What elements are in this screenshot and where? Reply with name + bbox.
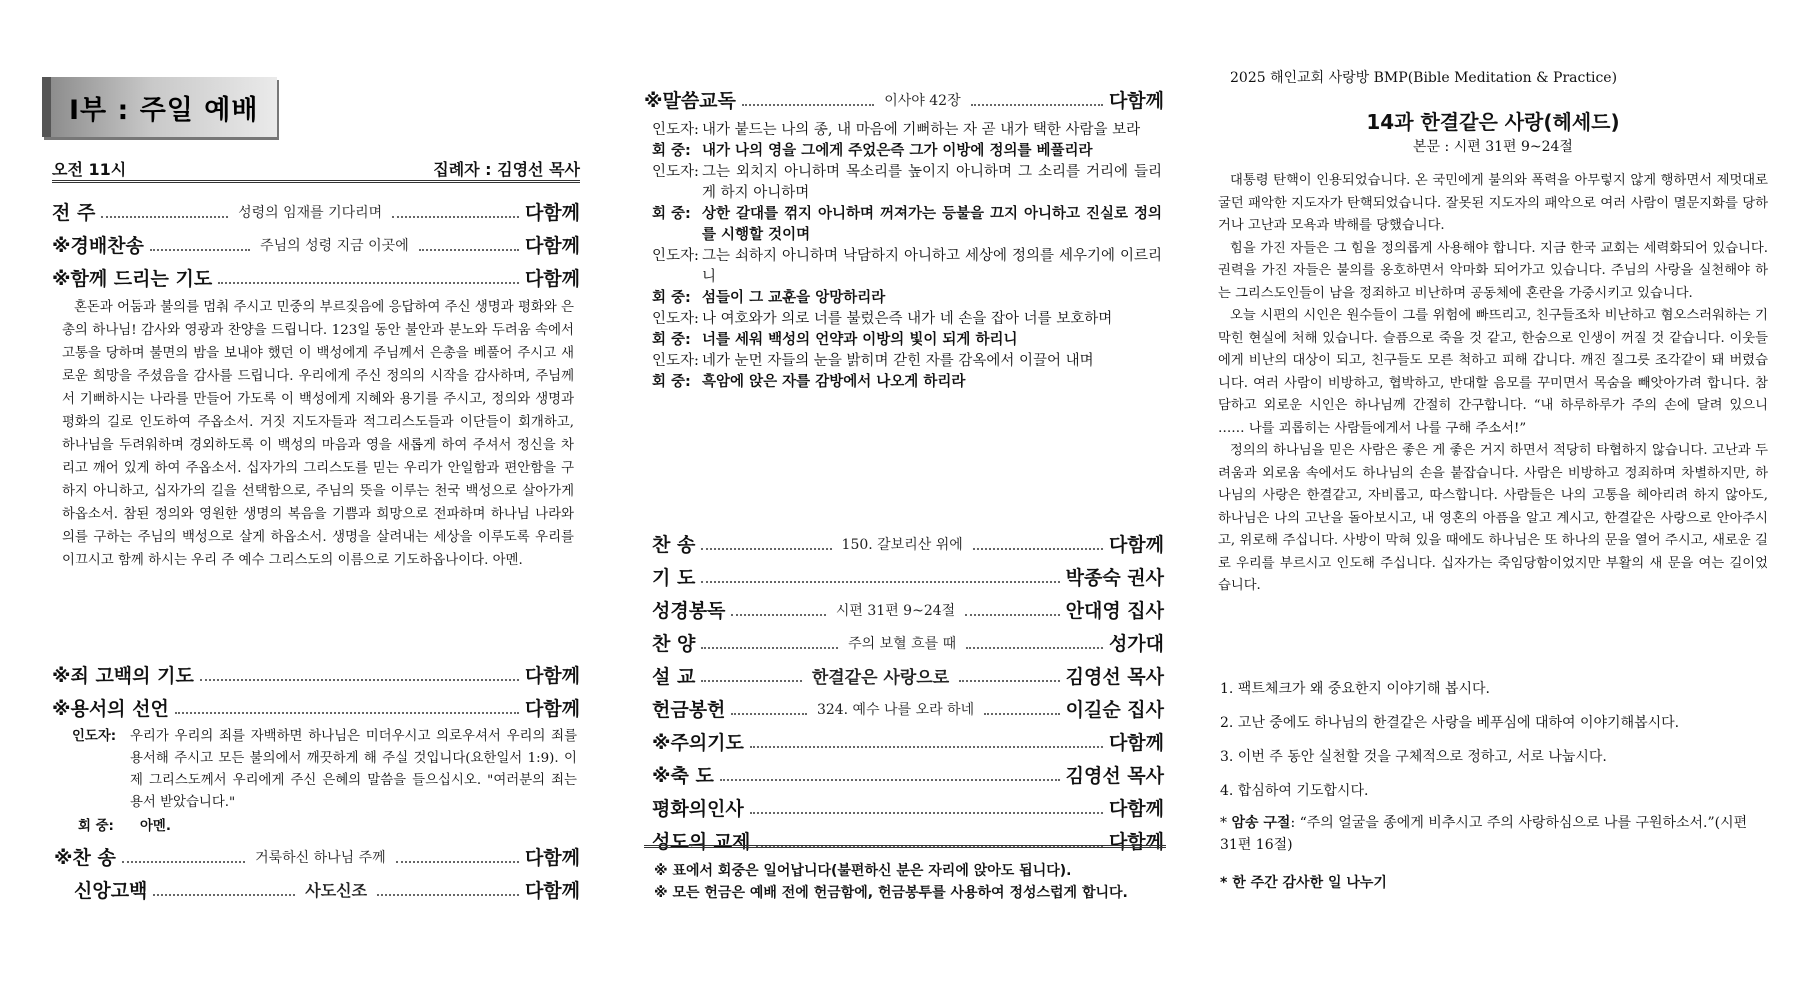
speaker-label: 인도자: [652,122,699,138]
leader-dots [720,779,1060,781]
row-right: 다함께 [1108,90,1165,112]
row-right: 성가대 [1108,633,1165,655]
order-row [652,761,1164,788]
row-middle: 주의 보혈 흐를 때 [848,635,957,652]
lesson-paragraph: 대통령 탄핵이 인용되었습니다. 온 국민에게 불의와 폭력을 아무렇지 않게 행하면서 제멋대로 굴던 패악한 지도자가 탄핵되었습니다. 잘못된 지도자의 패악으로 여러 사람이 멸문지화를 당하거나 고난과 모욕과 박해를 당했습니다. [1218,173,1768,233]
row-label: 찬 양 [652,633,696,655]
row-right: 다함께 [1108,831,1164,853]
leader-dots [959,680,1060,682]
order-row [52,264,580,291]
order-row [52,231,580,258]
row-label: ※용서의 선언 [52,698,169,720]
speaker-label: 인도자: [652,248,699,264]
double-rule [52,180,580,183]
row-right: 안대영 집사 [1065,600,1165,622]
row-right: 김영선 목사 [1065,666,1165,688]
row-right: 김영선 목사 [1065,765,1164,787]
speaker-label: 인도자: [652,353,699,369]
speaker-label: 인도자: [652,164,699,180]
row-middle: 성령의 임재를 기다리며 [238,204,383,221]
memory-label: 암송 구절 [1231,815,1291,831]
row-right: 다함께 [524,698,580,720]
notice-line: ※ 모든 헌금은 예배 전에 헌금함에, 헌금봉투를 사용하여 정성스럽게 합니다. [654,885,1128,901]
responsive-line [652,372,1162,393]
absolution-text: 우리가 우리의 죄를 자백하면 하나님은 미더우시고 의로우셔서 우리의 죄를 용서해 주시고 모든 불의에서 깨끗하게 해 주실 것입니다(요한일서 1:9). 이제 그리스도께서 우리에게 주신 은혜의 말씀을 들으십시오. "여러분의 죄는 용서 받았습니다." [130,729,577,810]
responsive-text: 너를 세워 백성의 언약과 이방의 빛이 되게 하리니 [702,332,1018,348]
responsive-text: 상한 갈대를 꺾지 아니하며 꺼져가는 등불을 끄지 아니하고 진실로 정의를 시행할 것이며 [702,206,1162,243]
order-row [652,629,1164,656]
service-leader: 집례자 : 김영선 목사 [433,160,580,179]
question-item: 4. 합심하여 기도합시다. [1220,783,1369,799]
responsive-text: 내가 나의 영을 그에게 주었은즉 그가 이방에 정의를 베풀리라 [702,143,1093,159]
responsive-text: 네가 눈먼 자들의 눈을 밝히며 갇힌 자를 감옥에서 이끌어 내며 [702,353,1094,369]
question-item: 1. 팩트체크가 왜 중요한지 이야기해 봅시다. [1220,681,1490,697]
responsive-line [652,288,1162,309]
order-row [652,662,1164,689]
row-middle: 324. 예수 나를 오라 하네 [816,701,975,718]
responsive-line [652,246,1162,288]
banner-title: I부 : 주일 예배 [69,94,259,126]
row-middle: 사도신조 [305,881,368,900]
lesson-subtitle: 본문 : 시편 31편 9~24절 [1413,139,1573,155]
reading-row [644,86,1164,113]
responsive-text: 내가 붙드는 나의 종, 내 마음에 기뻐하는 자 곧 내가 택한 사람을 보라 [702,122,1141,138]
order-row [52,198,580,225]
responsive-line [652,330,1162,351]
order-row [54,843,580,870]
responsive-line [652,120,1162,141]
speaker-label: 회 중: [652,332,691,348]
speaker-label: 회 중: [652,143,691,159]
speaker-label: 회 중: [652,206,691,222]
question-item: 3. 이번 주 동안 실천할 것을 구체적으로 정하고, 서로 나눕시다. [1220,749,1607,765]
leader-dots [750,812,1103,814]
row-label: ※주의기도 [652,732,744,754]
leader-dots [973,548,1103,550]
order-row [52,694,580,721]
row-right: 다함께 [1108,798,1164,820]
order-row [652,596,1164,623]
responsive-line [652,351,1162,372]
row-label: ※찬 송 [54,847,116,869]
row-label: ※말씀교독 [644,90,736,112]
responsive-text: 나 여호와가 의로 너를 불렀은즉 내가 네 손을 잡아 너를 보호하며 [702,311,1113,327]
row-middle: 거룩하신 하나님 주께 [255,849,386,866]
row-middle: 한결같은 사랑으로 [811,668,950,688]
row-right: 다함께 [524,235,581,257]
order-row [652,827,1164,854]
leader-dots [742,104,874,106]
responsive-line [652,141,1162,162]
leader-dots [175,712,519,714]
responsive-line [652,204,1162,246]
joint-prayer-text: 혼돈과 어둠과 불의를 멈춰 주시고 민중의 부르짖음에 응답하여 주신 생명과 평화와 은총의 하나님! 감사와 영광과 찬양을 드립니다. 123일 동안 불안과 분노와 두려움 속에서 고통을 당하며 불면의 밤을 보내야 했던 이 백성에게 주님께서 은총을 베풀어 주시고 새로운 희망을 주셨음을 감사를 드립니다. 우리에게 주신 정의의 시작을 감사하며, 주님께서 기뻐하시는 나라를 만들어 가도록 이 백성에게 지혜와 용기를 주시고, 정의와 생명과 평화의 길로 인도하여 주옵소서. 거짓 지도자들과 적그리스도들과 이단들이 회개하고, 하나님을 두려워하며 경외하도록 이 백성의 마음과 영을 새롭게 하여 주셔서 정신을 차리고 깨어 있게 하여 주옵소서. 십자가의 그리스도를 믿는 우리가 안일함과 편안함을 구하지 아니하고, 십자가의 길을 선택함으로, 주님의 뜻을 이루는 천국 백성으로 살아가게 하옵소서. 참된 정의와 영원한 생명의 복음을 기쁨과 희망으로 전파하며 하나님 나라와 의를 구하는 주님의 백성으로 살게 하옵소서. 생명을 살려내는 세상을 이루도록 우리를 이끄시고 함께 하시는 우리 주 예수 그리스도의 이름으로 기도하옵나이다. 아멘. [62,300,574,568]
notice-line: ※ 표에서 회중은 일어납니다(불편하신 분은 자리에 앉아도 됩니다). [654,863,1072,879]
leader-dots [150,249,250,251]
row-right: 박종숙 권사 [1065,567,1164,589]
row-right: 다함께 [1108,534,1165,556]
row-label: 헌금봉헌 [652,699,726,721]
row-label: 성도의 교제 [652,831,751,853]
row-right: 다함께 [524,880,580,902]
leader-dots [122,861,245,863]
row-right: 다함께 [524,202,580,224]
responsive-reading [652,120,1162,393]
row-label: 기 도 [652,567,696,589]
lesson-body [1218,170,1768,598]
row-label: ※죄 고백의 기도 [52,665,194,687]
responsive-text: 흑암에 앉은 자를 감방에서 나오게 하리라 [702,374,966,390]
row-label: 설 교 [652,666,696,688]
order-row [652,728,1164,755]
row-label: ※함께 드리는 기도 [52,268,213,290]
row-label: 성경봉독 [652,600,726,622]
absolution-response: 아멘. [140,819,171,834]
memory-text: : “주의 얼굴을 종에게 비추시고 주의 사랑하심으로 나를 구원하소서.”(시편 31편 16절) [1220,815,1748,853]
row-label: 찬 송 [652,534,696,556]
row-right: 다함께 [524,847,581,869]
lesson-paragraph: 정의의 하나님을 믿은 사람은 좋은 게 좋은 거지 하면서 적당히 타협하지 않습니다. 고난과 두려움과 외로움 속에서도 하나님의 손을 붙잡습니다. 사람은 비방하고 정죄하며 차별하지만, 하나님의 사랑은 한결같고, 자비롭고, 따스합니다. 사람들은 나의 고통을 헤아리려 하지 않아도, 하나님은 나의 고난을 돌아보시고, 내 영혼의 아픔을 알고 계시고, 한결같은 사랑으로 안아주시고, 위로해 주십니다. 사방이 막혀 있을 때에도 하나님은 또 하나의 문을 열어 주시고, 새로운 길로 우리를 부르시고 인도해 주십니다. 십자가는 죽임당함이었지만 부활의 새 문을 여는 길이었습니다. [1218,443,1768,593]
leader-dots [377,894,519,896]
double-rule [644,845,1166,848]
row-middle: 이사야 42장 [884,92,961,109]
leader-dots [200,679,519,681]
section-banner [42,77,277,137]
order-row [652,794,1164,821]
leader-dots [153,894,295,896]
speaker-label: 회 중: [652,290,691,306]
leader-dots [965,614,1059,616]
memory-verse [1220,812,1760,856]
absolution-response-line [72,816,577,838]
row-label: ※축 도 [652,765,714,787]
responsive-line [652,309,1162,330]
leader-dots [701,581,1059,583]
notices [654,860,1169,904]
leader-dots [750,746,1103,748]
speaker-label: 회 중: [78,819,114,834]
row-right: 이길순 집사 [1065,699,1165,721]
responsive-line [652,162,1162,204]
service-info [52,157,580,180]
memory-prefix: * [1220,815,1232,831]
leader-dots [392,216,519,218]
speaker-label: 인도자: [72,729,117,744]
order-row [652,530,1164,557]
row-right: 다함께 [524,268,580,290]
lesson-title: 14과 한결같은 사랑(헤세드) [1366,110,1620,134]
leader-dots [731,713,807,715]
speaker-label: 회 중: [652,374,691,390]
gratitude-sharing: * 한 주간 감사한 일 나누기 [1220,875,1387,891]
absolution-block [72,726,577,838]
leader-dots [731,614,825,616]
order-row [74,876,580,903]
lesson-paragraph: 오늘 시편의 시인은 원수들이 그를 위험에 빠뜨리고, 친구들조차 비난하고 혐오스러워하는 기막힌 현실에 처해 있습니다. 슬픔으로 죽을 것 같고, 한숨으로 인생이 꺼질 것 같습니다. 이웃들에게 비난의 대상이 되고, 친구들도 모른 척하고 피해 갑니다. 깨진 질그릇 조각같이 돼 버렸습니다. 여러 사람이 비방하고, 협박하고, 반대할 음모를 꾸미면서 목숨을 빼앗아가려 합니다. 참담하고 외로운 시인은 하나님께 간절히 간구합니다. “내 하루하루가 주의 손에 달려 있으니 …… 나를 괴롭히는 사람들에게서 나를 구해 주소서!” [1218,308,1768,436]
row-middle: 150. 갈보리산 위에 [841,536,963,553]
study-header: 2025 해인교회 사랑방 BMP(Bible Meditation & Practice) [1230,70,1618,86]
responsive-text: 섬들이 그 교훈을 앙망하리라 [702,290,886,306]
leader-dots [218,282,519,284]
leader-dots [396,861,519,863]
row-label: 전 주 [52,202,96,224]
row-label: 평화의인사 [652,798,744,820]
row-label: 신앙고백 [74,880,148,902]
leader-dots [101,216,228,218]
absolution-line [72,726,577,814]
leader-dots [701,680,802,682]
leader-dots [966,647,1103,649]
lesson-paragraph: 힘을 가진 자들은 그 힘을 정의롭게 사용해야 합니다. 지금 한국 교회는 세력화되어 있습니다. 권력을 가진 자들은 불의를 옹호하면서 악마화 되어가고 있습니다. 주님의 사랑을 실천해야 하는 그리스도인들이 남을 정죄하고 비난하며 공동체에 혼란을 가중시키고 있습니다. [1218,240,1768,301]
question-item: 2. 고난 중에도 하나님의 한결같은 사랑을 베푸심에 대하여 이야기해봅시다. [1220,715,1680,731]
order-row [52,661,580,688]
row-middle: 주님의 성령 지금 이곳에 [260,237,409,254]
service-time: 오전 11시 [52,160,127,179]
responsive-text: 그는 외치지 아니하며 목소리를 높이지 아니하며 그 소리를 거리에 들리게 하지 아니하며 [702,164,1162,201]
row-right: 다함께 [524,665,580,687]
order-row [652,695,1164,722]
leader-dots [701,548,831,550]
row-right: 다함께 [1108,732,1164,754]
order-row [652,563,1164,590]
responsive-text: 그는 쇠하지 아니하며 낙담하지 아니하고 세상에 정의를 세우기에 이르리니 [702,248,1162,285]
speaker-label: 인도자: [652,311,699,327]
leader-dots [971,104,1103,106]
leader-dots [984,713,1060,715]
leader-dots [419,249,519,251]
row-label: ※경배찬송 [52,235,144,257]
row-middle: 시편 31편 9~24절 [835,602,956,619]
leader-dots [701,647,838,649]
